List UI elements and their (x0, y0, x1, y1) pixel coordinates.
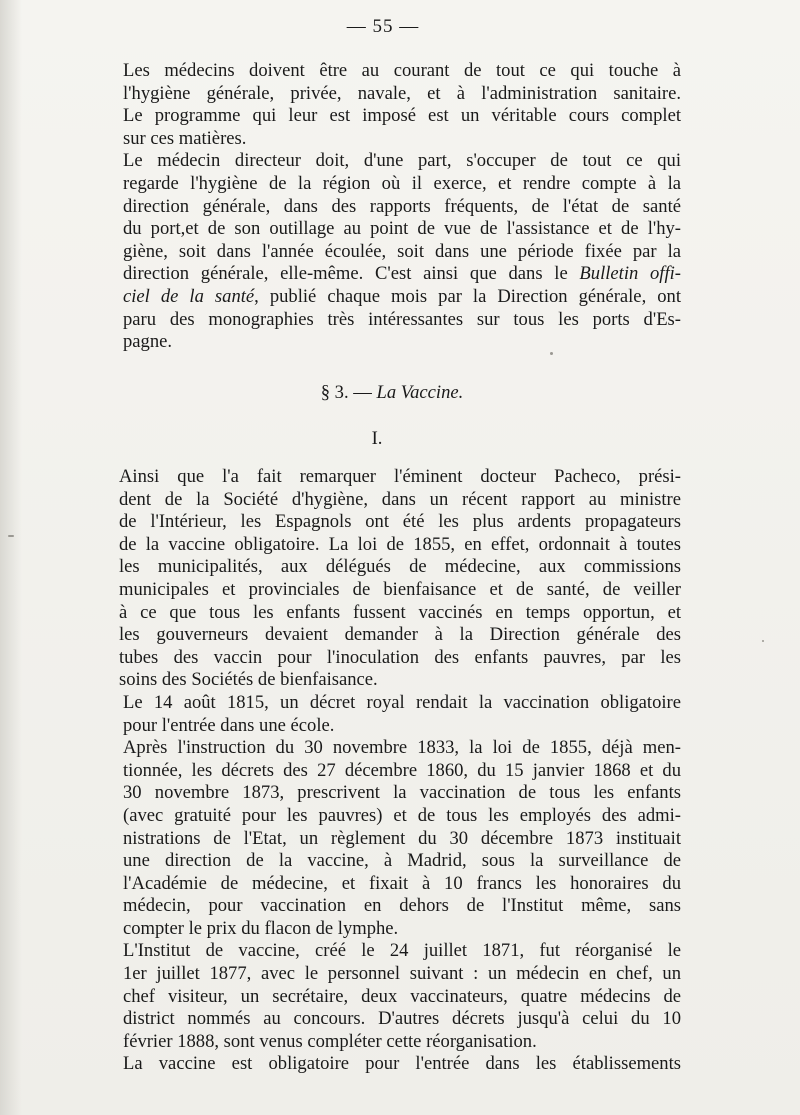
text-line: l'Académie de médecine, et fixait à 10 francs les honoraires du (123, 872, 681, 894)
section-heading-prefix: § 3. — (320, 382, 377, 403)
subsection-number: I. (371, 428, 383, 449)
text-line: municipales et provinciales de bienfaisance et de santé, de veiller (119, 578, 681, 600)
paragraph-vaccine-obligatoire (103, 1053, 681, 1076)
paragraph-instruction-1833 (103, 737, 681, 940)
text-line: chef visiteur, un secrétaire, deux vaccinateurs, quatre médecins de (123, 985, 681, 1007)
text-line: les municipalités, aux délégués de médecine, aux commissions (119, 556, 681, 578)
text-line: les gouverneurs devaient demander à la Direction générale des (119, 624, 681, 646)
text-line: district nommés au concours. D'autres décrets jusqu'à celui du 10 (123, 1008, 681, 1030)
text-line: Le programme qui leur est imposé est un véritable cours complet (123, 105, 681, 127)
text-line: sur ces matières. (123, 127, 247, 149)
text-line: giène, soit dans l'année écoulée, soit dans une période fixée par la (123, 240, 681, 262)
text-line: Après l'instruction du 30 novembre 1833, la loi de 1855, déjà men- (123, 737, 681, 759)
paper-speck (550, 352, 553, 355)
page-edge-shadow (0, 0, 22, 1115)
text-segment: direction générale, elle-même. C'est ainsi que dans le (123, 263, 580, 285)
text-line: Les médecins doivent être au courant de tout ce qui touche à (123, 60, 681, 81)
text-line: 1er juillet 1877, avec le personnel suivant : un médecin en chef, un (123, 963, 681, 985)
text-line: (avec gratuité pour les pauvres) et de tous les employés des admi- (123, 804, 681, 826)
text-line: de la vaccine obligatoire. La loi de 1855, en effet, ordonnait à toutes (119, 533, 681, 555)
text-block-upper (103, 60, 681, 354)
paragraph-decret-1815 (103, 692, 681, 737)
text-line: du port,et de son outillage au point de vue de l'assistance et de l'hy- (123, 218, 681, 240)
text-line: dent de la Société d'hygiène, dans un récent rapport au ministre (119, 488, 681, 510)
paragraph-institut-vaccine (103, 940, 681, 1053)
text-line: Ainsi que l'a fait remarquer l'éminent docteur Pacheco, prési- (119, 466, 681, 487)
bulletin-title-italic-cont: ciel de la santé (123, 285, 255, 307)
bulletin-title-italic: Bulletin offi- (579, 263, 681, 285)
text-line: compter le prix du flacon de lymphe. (123, 917, 399, 939)
text-line: Le médecin directeur doit, d'une part, s'occuper de tout ce qui (123, 150, 681, 172)
text-line-bulletin-cont (103, 286, 681, 309)
text-line: à ce que tous les enfants fussent vaccinés en temps opportun, et (119, 601, 681, 623)
text-line: tionnée, les décrets des 27 décembre 1860, du 15 janvier 1868 et du (123, 759, 681, 781)
paragraph-medecin-directeur (103, 150, 681, 353)
text-line: pour l'entrée dans une école. (123, 714, 335, 736)
text-line: regarde l'hygiène de la région où il exerce, et rendre compte à la (123, 172, 681, 194)
text-line: Le 14 août 1815, un décret royal rendait la vaccination obligatoire (123, 691, 681, 713)
text-line: paru des monographies très intéressantes sur tous les ports d'Es- (123, 308, 681, 330)
text-line: direction générale, dans des rapports fréquents, de l'état de santé (123, 195, 681, 217)
text-line: La vaccine est obligatoire pour l'entrée dans les établissements (123, 1053, 681, 1075)
text-line-bulletin (103, 263, 681, 286)
text-line: tubes des vaccin pour l'inoculation des enfants pauvres, par les (119, 646, 681, 668)
text-line: nistrations de l'Etat, un règlement du 30 décembre 1873 instituait (123, 827, 681, 849)
text-line: l'hygiène générale, privée, navale, et à l'administration sanitaire. (123, 82, 681, 104)
text-block-lower (103, 466, 681, 1076)
paper-speck (762, 640, 764, 642)
text-line: une direction de la vaccine, à Madrid, sous la surveillance de (123, 850, 681, 872)
section-heading-italic: La Vaccine. (376, 382, 464, 403)
text-segment: , publié chaque mois par la Direction générale, ont (254, 285, 681, 307)
text-line: février 1888, sont venus compléter cette réorganisation. (123, 1030, 537, 1052)
text-line: de l'Intérieur, les Espagnols ont été les plus ardents propagateurs (119, 511, 681, 533)
text-line: L'Institut de vaccine, créé le 24 juillet 1871, fut réorganisé le (123, 940, 681, 962)
text-line: soins des Sociétés de bienfaisance. (119, 669, 378, 691)
section-heading (0, 382, 784, 404)
text-line: pagne. (123, 331, 173, 353)
text-line: 30 novembre 1873, prescrivent la vaccination de tous les enfants (123, 782, 681, 804)
text-line: médecin, pour vaccination en dehors de l'Institut même, sans (123, 895, 681, 917)
page-number: — 55 — (346, 16, 420, 37)
paragraph-medecins (103, 60, 681, 150)
paper-speck (8, 535, 14, 537)
paragraph-pacheco (103, 466, 681, 692)
